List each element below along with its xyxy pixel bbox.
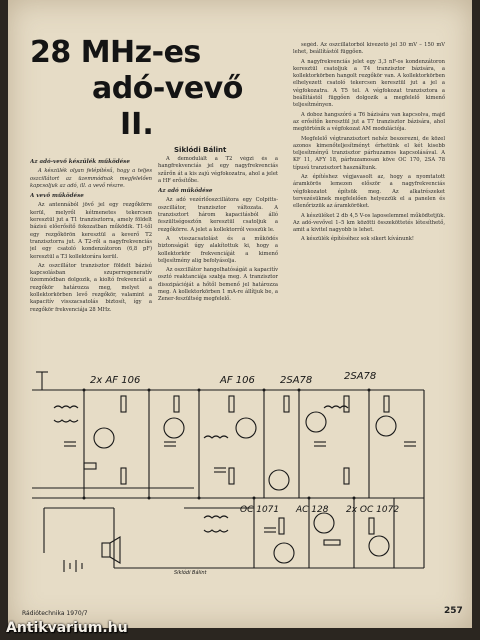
transistor-label: AC 128 (296, 505, 329, 515)
text-column-3 (293, 42, 445, 358)
article-title-line3: II. (120, 107, 154, 142)
article-title-line2: adó-vevő (92, 71, 243, 106)
transistor-label: OC 1071 (240, 505, 280, 515)
paragraph: A készülék építéséhez sok sikert kívánunk! (301, 236, 414, 243)
paragraph: Megfelelő végtranzisztort nehéz beszerezni, de közel azonos kimenőteljesítményt érhetünk el két kisebb teljesítményű tranzisztor párhuzamos kapcsolásával. A KF 11, AFY 18, párhuzamosan köve OC 170, 2SA 78 típusú tranzisztort használtunk. (293, 135, 445, 171)
section-heading: A vevő működése (30, 193, 84, 200)
paragraph: A doboz hangszóró a T6 bázisára van kapcsolva, majd az erősítőn keresztül jut a T7 tranzisztor bázisára, ahol megtörténik a végfokozat AM modulációja. (293, 111, 445, 133)
paragraph: A készüléket 2 db 4,5 V-os laposelemmel működtetjük. Az adó-vevővel 1–5 km közötti összeköttetés létesíthető, amit a kivitel nagyobb is lehet. (293, 212, 445, 234)
paragraph: A demodulált a T2 végzi és a hangfrekvenciás jel egy nagyfrekvenciás szűrőn át a kis zajú végfokozatra, ahol a jelet a HF erősítőbe. (158, 156, 278, 184)
transistor-label: 2x OC 1072 (346, 505, 400, 515)
section-heading: Az adó-vevő készülék működése (30, 159, 130, 165)
transistor-label: 2SA78 (280, 375, 313, 386)
article-title-line1: 28 MHz-es (30, 35, 201, 70)
watermark: Antikvarium.hu (6, 620, 128, 636)
text-column-1 (30, 156, 152, 358)
circuit-schematic (24, 368, 464, 586)
transistor-label: 2x AF 106 (90, 375, 141, 386)
paragraph: A nagyfrekvenciás jelet egy 3,3 nF-os kondenzátoron keresztül csatoljuk a T4 tranzisztor bázisára, a kollektorkörben hangolt rezgőkör van. A kollektorkörben elhelyezett csatoló tekercsen keresztül jut a jel a végfokozatra. A T5 tel. A végfokozat tranzisztora a beállítástól függően dolgozik a megfelelő kimenő teljesítményen. (293, 58, 445, 109)
paragraph: Az oszcillátor tranzisztor földelt bázisú kapcsolásban szuperregeneratív üzemmódban dolgozik, a kioltó frekvenciát a rezgőkör határozza meg, melyet a kollektorkörben levő rezgőkör, valamint a kapacitív visszacsatolás biztosít, így a rezgőkör frekvenciája 28 MHz. (30, 262, 152, 313)
paragraph: Az építéshez végjavasolt az, hogy a nyomtatott áramkörös lemezen először a nagyfrekvenciás végfokozatot építsük meg. Az alkatrészeket tervezésüknek megfelelően helyezzük el a panelen és ellenőrizzük az áramköröket. (293, 174, 445, 210)
schematic-note: Siklódi Bálint (174, 570, 207, 576)
section-heading: Az adó működése (158, 188, 213, 195)
paragraph: Az oszcillátor hangolhatóságát a kapacitív osztó reaktanciája szabja meg. A tranzisztor disszipációját a hőtől bemenő jel határozza meg. A kollektorkörben 1 mA-re állítjuk be, a Zener-feszültség megfelelő. (158, 267, 278, 303)
paragraph: Az antennából jövő jel egy rezgőkörre kerül, melyről kétmenetes tekercsen keresztül jut a T1 tranzisztorra, amely földelt bázisú előerősítő fokozatban működik. T1-től egy rezgőkörön keresztül a keverő T2 tranzisztorra jut. A T2-ről a nagyfrekvenciás jel egy csatoló kondenzátoron (6,8 pF) keresztül a T3 kollektorára kerül. (30, 202, 152, 260)
paragraph: A visszacsatolást és a működés biztonságát úgy alakítottuk ki, hogy a kollektorkör frekvenciáját a kimenő teljesítmény alig befolyásolja. (158, 235, 278, 264)
paragraph: segéd. Az oszcillátorból kivezető jel 30 mV – 150 mV lehet, beállítástól függően. (293, 42, 445, 56)
lead-paragraph: A készülék olyan felépítésű, hogy a teljes oszcillátort az üzemmódnak megfelelően kapcsoljuk az adó, ill. a vevő részre. (30, 168, 152, 189)
magazine-page (8, 0, 472, 628)
text-column-2 (158, 156, 278, 358)
transistor-label: 2SA78 (344, 371, 377, 382)
page-number: 257 (444, 606, 463, 616)
paragraph: Az adó vezérlőoszcillátora egy Colpitts-oszcillátor, tranzisztor változata. A tranzisztort három kapacitásból álló feszültségosztón keresztül csatoljuk a rezgőkörre. A jelet a kollektorról vesszük le. (158, 197, 278, 233)
author: Siklódi Bálint (174, 146, 227, 154)
footer-source: Rádiótechnika 1970/7 (22, 610, 88, 617)
transistor-label: AF 106 (220, 375, 255, 386)
